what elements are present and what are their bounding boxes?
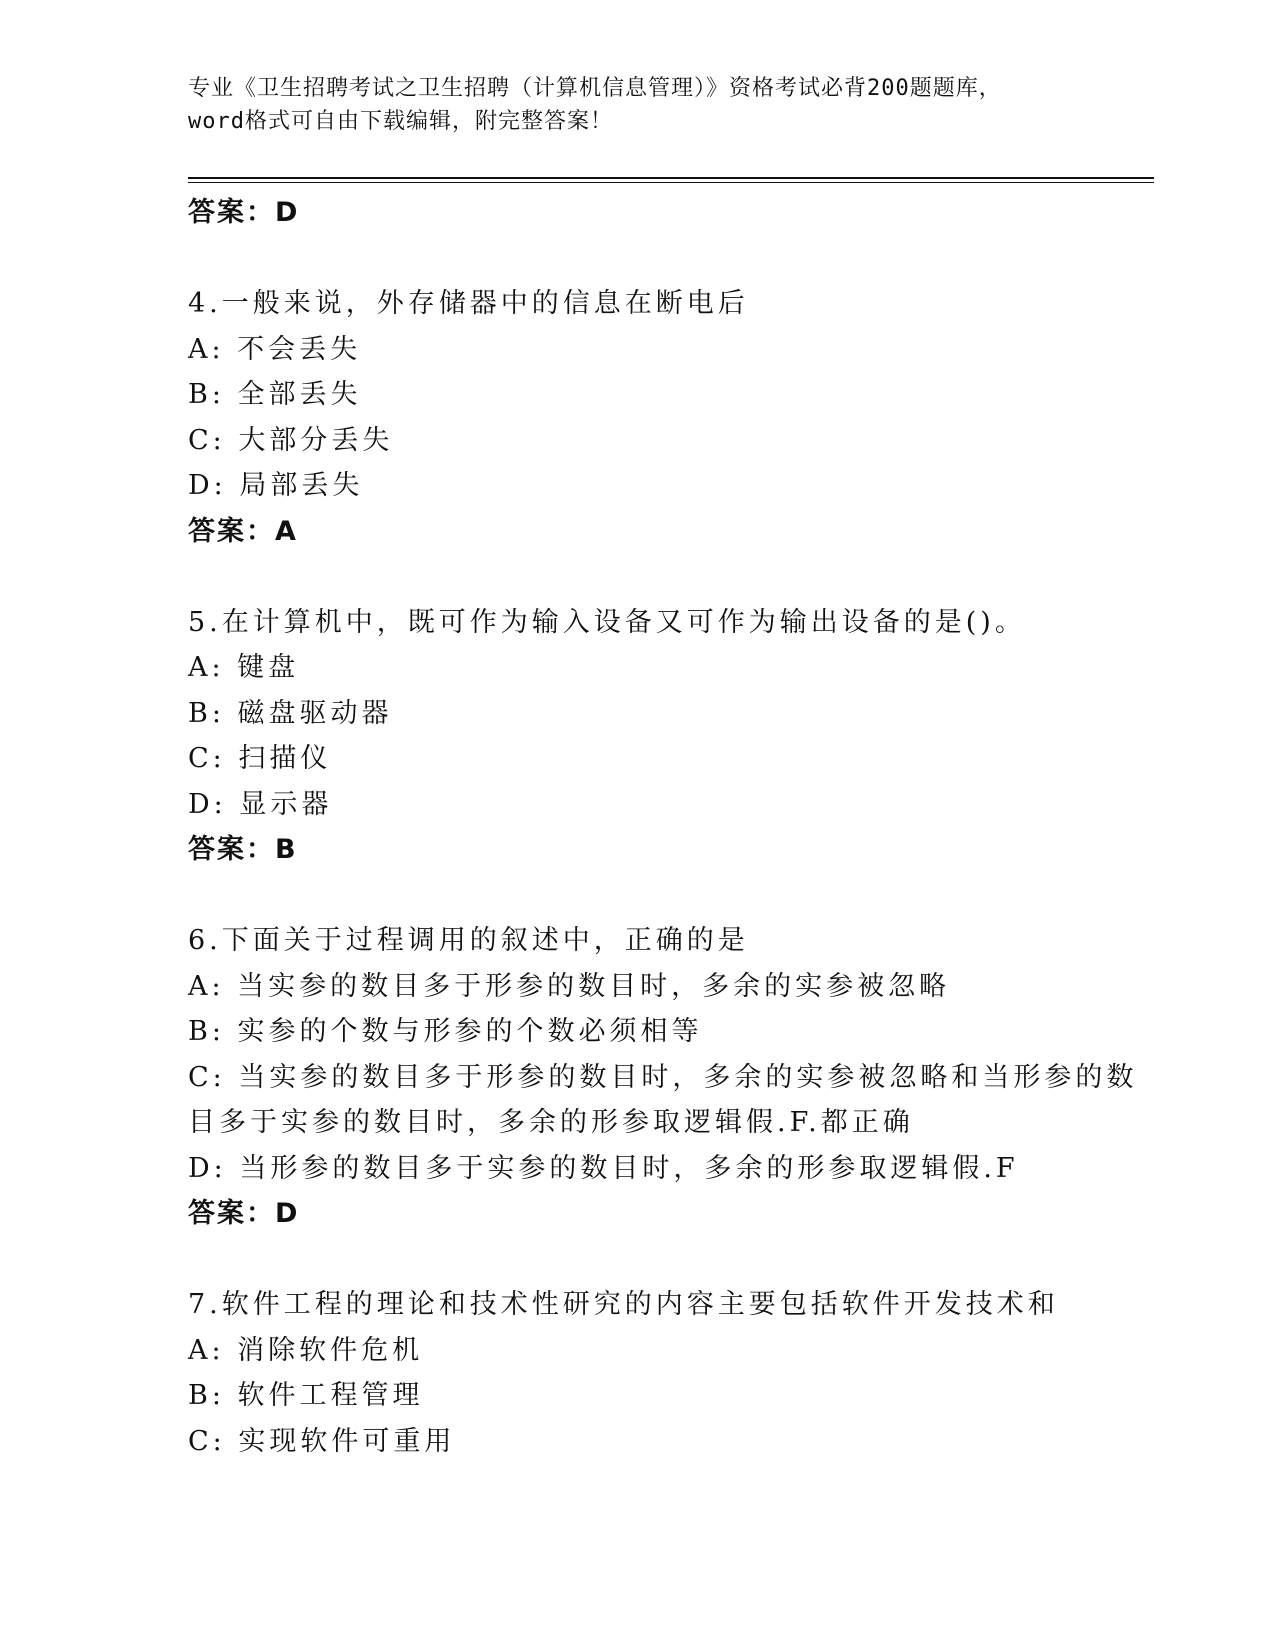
spacer [188, 554, 1088, 600]
option-c-continued: 目多于实参的数目时，多余的形参取逻辑假.F.都正确 [188, 1107, 914, 1138]
option-a: A: 消除软件危机 [188, 1334, 424, 1366]
question-4 [188, 281, 1088, 554]
option-d: D: 局部丢失 [188, 470, 364, 501]
question-title: 5.在计算机中，既可作为输入设备又可作为输出设备的是()。 [188, 606, 1026, 638]
spacer [188, 236, 1088, 282]
header-divider-thick [188, 177, 1154, 179]
option-b: B: 全部丢失 [188, 379, 362, 410]
header-line-1: 专业《卫生招聘考试之卫生招聘（计算机信息管理）》资格考试必背200题题库， [188, 76, 1002, 101]
option-c: C: 扫描仪 [188, 743, 332, 774]
option-c: C: 实现软件可重用 [188, 1425, 456, 1457]
question-5 [188, 600, 1088, 873]
header-divider-thin [188, 182, 1154, 183]
option-a: A: 不会丢失 [188, 333, 362, 365]
spacer [188, 1237, 1088, 1283]
question-title: 7.软件工程的理论和技术性研究的内容主要包括软件开发技术和 [188, 1289, 1059, 1320]
option-b: B: 实参的个数与形参的个数必须相等 [188, 1016, 703, 1047]
question-title: 6.下面关于过程调用的叙述中，正确的是 [188, 925, 749, 956]
option-b: B: 磁盘驱动器 [188, 697, 393, 729]
answer-previous: 答案：D [188, 197, 300, 228]
option-c: C: 大部分丢失 [188, 424, 394, 456]
option-a: A: 键盘 [188, 652, 300, 683]
spacer [188, 873, 1088, 919]
option-d: D: 当形参的数目多于实参的数目时，多余的形参取逻辑假.F [188, 1152, 1019, 1184]
document-header [188, 72, 1088, 138]
option-b: B: 软件工程管理 [188, 1380, 424, 1411]
question-7 [188, 1282, 1088, 1464]
option-a: A: 当实参的数目多于形参的数目时，多余的实参被忽略 [188, 970, 951, 1002]
header-line-2: word格式可自由下载编辑，附完整答案！ [188, 109, 613, 134]
question-title: 4.一般来说，外存储器中的信息在断电后 [188, 288, 749, 319]
answer: 答案：D [188, 1198, 300, 1229]
question-6 [188, 918, 1138, 1237]
answer: 答案：A [188, 515, 298, 547]
option-c: C: 当实参的数目多于形参的数目时，多余的实参被忽略和当形参的数 [188, 1061, 1138, 1093]
option-d: D: 显示器 [188, 788, 333, 820]
answer: 答案：B [188, 834, 298, 865]
question-list [188, 190, 1138, 1464]
